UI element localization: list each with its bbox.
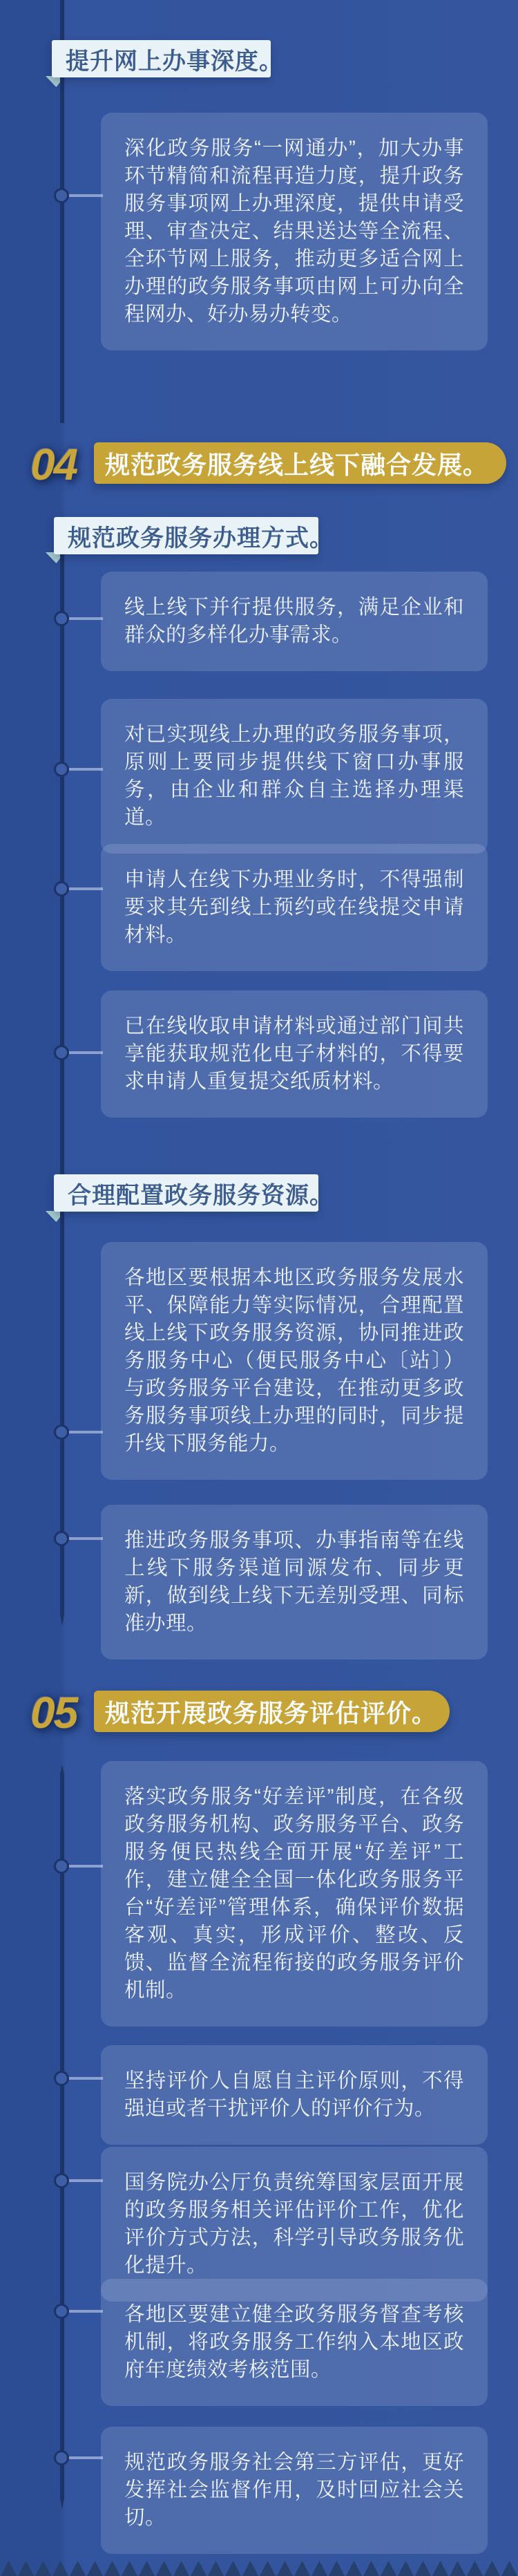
timeline-connector-line: [66, 1051, 103, 1054]
content-card: [101, 2279, 488, 2406]
section-number-05: 05: [30, 1688, 77, 1738]
subheader-online-depth: [52, 40, 283, 77]
timeline-connector-line: [66, 887, 103, 890]
content-card: [101, 2045, 488, 2145]
subheader-label: 提升网上办事深度。: [66, 48, 283, 75]
card-text: 落实政务服务“好差评”制度，在各级政务服务机构、政务服务平台、政务服务便民热线全面开展“好差评”工作，建立健全全国一体化政务服务平台“好差评”管理体系，确保评价数据客观、真实，形成评价、整改、反馈、监督全流程衔接的政务服务评价机制。: [124, 1785, 464, 2002]
timeline-line-segment-bottom: [60, 1765, 64, 2509]
card-text: 国务院办公厅负责统筹国家层面开展的政务服务相关评估评价工作，优化评价方式方法，科学引导政务服务优化提升。: [124, 2171, 464, 2277]
section-banner-05: [94, 1691, 450, 1732]
content-card: [101, 113, 488, 350]
timeline-connector-line: [66, 768, 103, 771]
content-card: [101, 990, 488, 1118]
timeline-node: [54, 762, 69, 777]
timeline-connector-line: [66, 2310, 103, 2313]
subheader-label: 合理配置政务服务资源。: [68, 1182, 334, 1209]
timeline-connector-line: [66, 1537, 103, 1540]
card-text: 推进政务服务事项、办事指南等在线上线下服务渠道同源发布、同步更新，做到线上线下无差别受理、同标准办理。: [124, 1529, 464, 1635]
section-banner-04: [94, 442, 506, 484]
card-text: 各地区要根据本地区政务服务发展水平、保障能力等实际情况，合理配置线上线下政务服务资源，协同推进政务服务中心（便民服务中心〔站〕）与政务服务平台建设，在推动更多政务服务事项线上办理的同时，同步提升线下服务能力。: [124, 1266, 464, 1455]
timeline-node: [54, 2450, 69, 2465]
timeline-connector-line: [66, 1865, 103, 1868]
timeline-connector-line: [66, 2456, 103, 2459]
content-card: [101, 2427, 488, 2554]
timeline-node: [54, 2304, 69, 2319]
subheader-label: 规范政务服务办理方式。: [68, 525, 334, 552]
section-number-04: 04: [30, 440, 77, 489]
card-text: 申请人在线下办理业务时，不得强制要求其先到线上预约或在线提交申请材料。: [124, 868, 464, 946]
zigzag-border: [0, 2561, 518, 2576]
timeline-node: [54, 2173, 69, 2188]
content-card: [101, 1242, 488, 1480]
section-title: 规范开展政务服务评估评价。: [105, 1698, 438, 1727]
card-text: 已在线收取申请材料或通过部门间共享能获取规范化电子材料的，不得要求申请人重复提交纸质材料。: [124, 1015, 464, 1093]
content-card: [101, 844, 488, 971]
timeline-node: [54, 2071, 69, 2086]
subheader-resource-allocation: [54, 1174, 334, 1212]
timeline-node: [54, 1531, 69, 1546]
timeline-node: [54, 881, 69, 896]
content-card: [101, 1505, 488, 1660]
timeline-connector-line: [66, 194, 103, 197]
timeline-connector-line: [66, 2179, 103, 2182]
card-text: 各地区要建立健全政务服务督查考核机制，将政务服务工作纳入本地区政府年度绩效考核范围。: [124, 2303, 464, 2381]
timeline-node: [54, 1425, 69, 1440]
timeline-connector-line: [66, 2077, 103, 2080]
timeline-node: [54, 611, 69, 626]
card-text: 规范政务服务社会第三方评估，更好发挥社会监督作用，及时回应社会关切。: [124, 2451, 464, 2529]
card-text: 线上线下并行提供服务，满足企业和群众的多样化办事需求。: [124, 596, 464, 646]
timeline-line-segment-middle: [60, 546, 64, 1626]
subheader-handling-methods: [54, 517, 334, 554]
content-card: [101, 572, 488, 671]
timeline-node: [54, 188, 69, 203]
content-card: [101, 1761, 488, 2027]
card-text: 坚持评价人自愿自主评价原则，不得强迫或者干扰评价人的评价行为。: [124, 2069, 464, 2120]
content-card: [101, 699, 488, 854]
card-text: 深化政务服务“一网通办”，加大办事环节精简和流程再造力度，提升政务服务事项网上办理深度，提供申请受理、审查决定、结果送达等全流程、全环节网上服务，推动更多适合网上办理的政务服务事项由网上可办向全程网办、好办易办转变。: [124, 137, 464, 326]
timeline-connector-line: [66, 617, 103, 620]
section-title: 规范政务服务线上线下融合发展。: [105, 450, 489, 479]
timeline-connector-line: [66, 1431, 103, 1433]
timeline-node: [54, 1859, 69, 1874]
card-text: 对已实现线上办理的政务服务事项，原则上要同步提供线下窗口办事服务，由企业和群众自主选择办理渠道。: [124, 723, 464, 829]
timeline-node: [54, 1045, 69, 1060]
